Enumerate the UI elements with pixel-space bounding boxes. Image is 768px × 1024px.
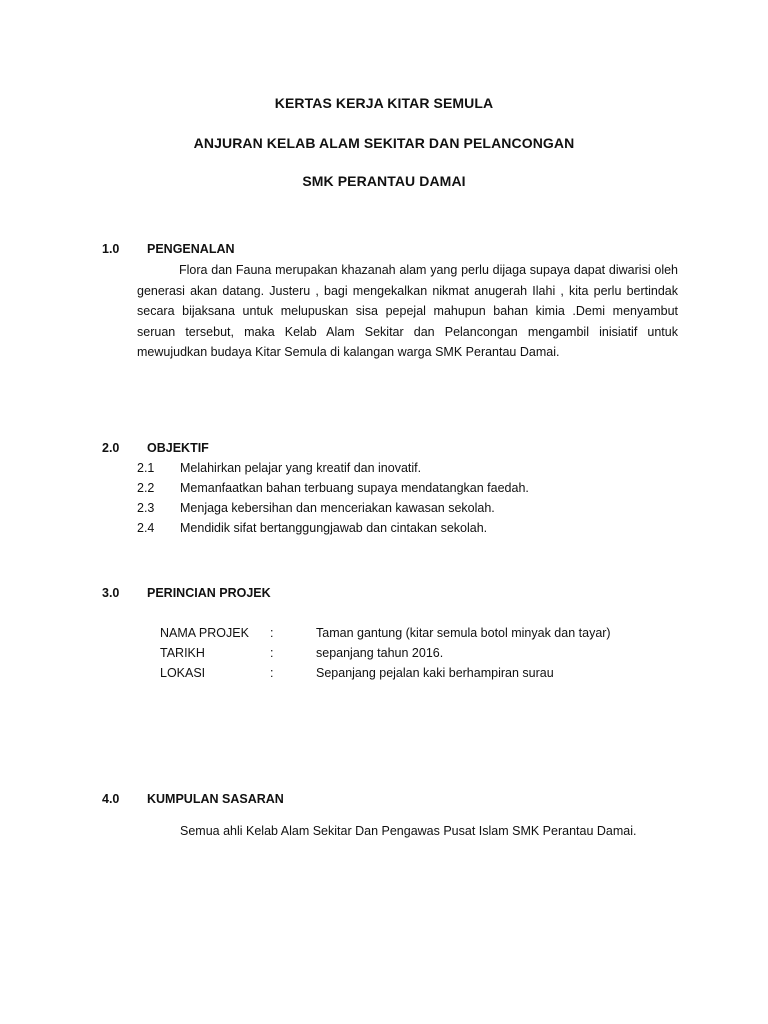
objective-number: 2.2 <box>137 481 155 495</box>
detail-colon: : <box>270 626 274 640</box>
objective-number: 2.3 <box>137 501 155 515</box>
detail-label: NAMA PROJEK <box>160 626 249 640</box>
objective-text: Memanfaatkan bahan terbuang supaya mendatangkan faedah. <box>180 481 529 495</box>
detail-colon: : <box>270 646 274 660</box>
objective-text: Mendidik sifat bertanggungjawab dan cintakan sekolah. <box>180 521 488 535</box>
organizer-title: ANJURAN KELAB ALAM SEKITAR DAN PELANCONGAN <box>193 135 575 151</box>
section-1-title: PENGENALAN <box>147 242 235 256</box>
objective-text: Menjaga kebersihan dan menceriakan kawasan sekolah. <box>180 501 495 515</box>
section-1-number: 1.0 <box>102 242 120 256</box>
detail-label: TARIKH <box>160 646 205 660</box>
objective-number: 2.1 <box>137 461 155 475</box>
target-group-text: Semua ahli Kelab Alam Sekitar Dan Pengawas Pusat Islam SMK Perantau Damai. <box>180 824 637 838</box>
section-4-number: 4.0 <box>102 792 120 806</box>
section-3-title: PERINCIAN PROJEK <box>147 586 271 600</box>
detail-colon: : <box>270 666 274 680</box>
section-3-number: 3.0 <box>102 586 120 600</box>
section-2-number: 2.0 <box>102 441 120 455</box>
objective-text: Melahirkan pelajar yang kreatif dan inovatif. <box>180 461 422 475</box>
section-1-paragraph: Flora dan Fauna merupakan khazanah alam yang perlu dijaga supaya dapat diwarisi oleh generasi akan datang. Justeru , bagi mengekalkan nikmat anugerah Ilahi , kita perlu bertindak secara bijaksana untuk melupuskan sisa pepejal mahupun bahan kimia .Demi menyambut seruan tersebut, maka Kelab Alam Sekitar dan Pelancongan mengambil inisiatif untuk mewujudkan budaya Kitar Semula di kalangan warga SMK Perantau Damai. <box>137 263 678 359</box>
detail-value: Taman gantung (kitar semula botol minyak dan tayar) <box>316 626 611 640</box>
detail-value: Sepanjang pejalan kaki berhampiran surau <box>316 666 554 680</box>
document-title: KERTAS KERJA KITAR SEMULA <box>274 95 494 111</box>
detail-value: sepanjang tahun 2016. <box>316 646 444 660</box>
section-4-title: KUMPULAN SASARAN <box>147 792 284 806</box>
section-2-title: OBJEKTIF <box>147 441 209 455</box>
school-title: SMK PERANTAU DAMAI <box>302 173 466 189</box>
detail-label: LOKASI <box>160 666 206 680</box>
objective-number: 2.4 <box>137 521 155 535</box>
